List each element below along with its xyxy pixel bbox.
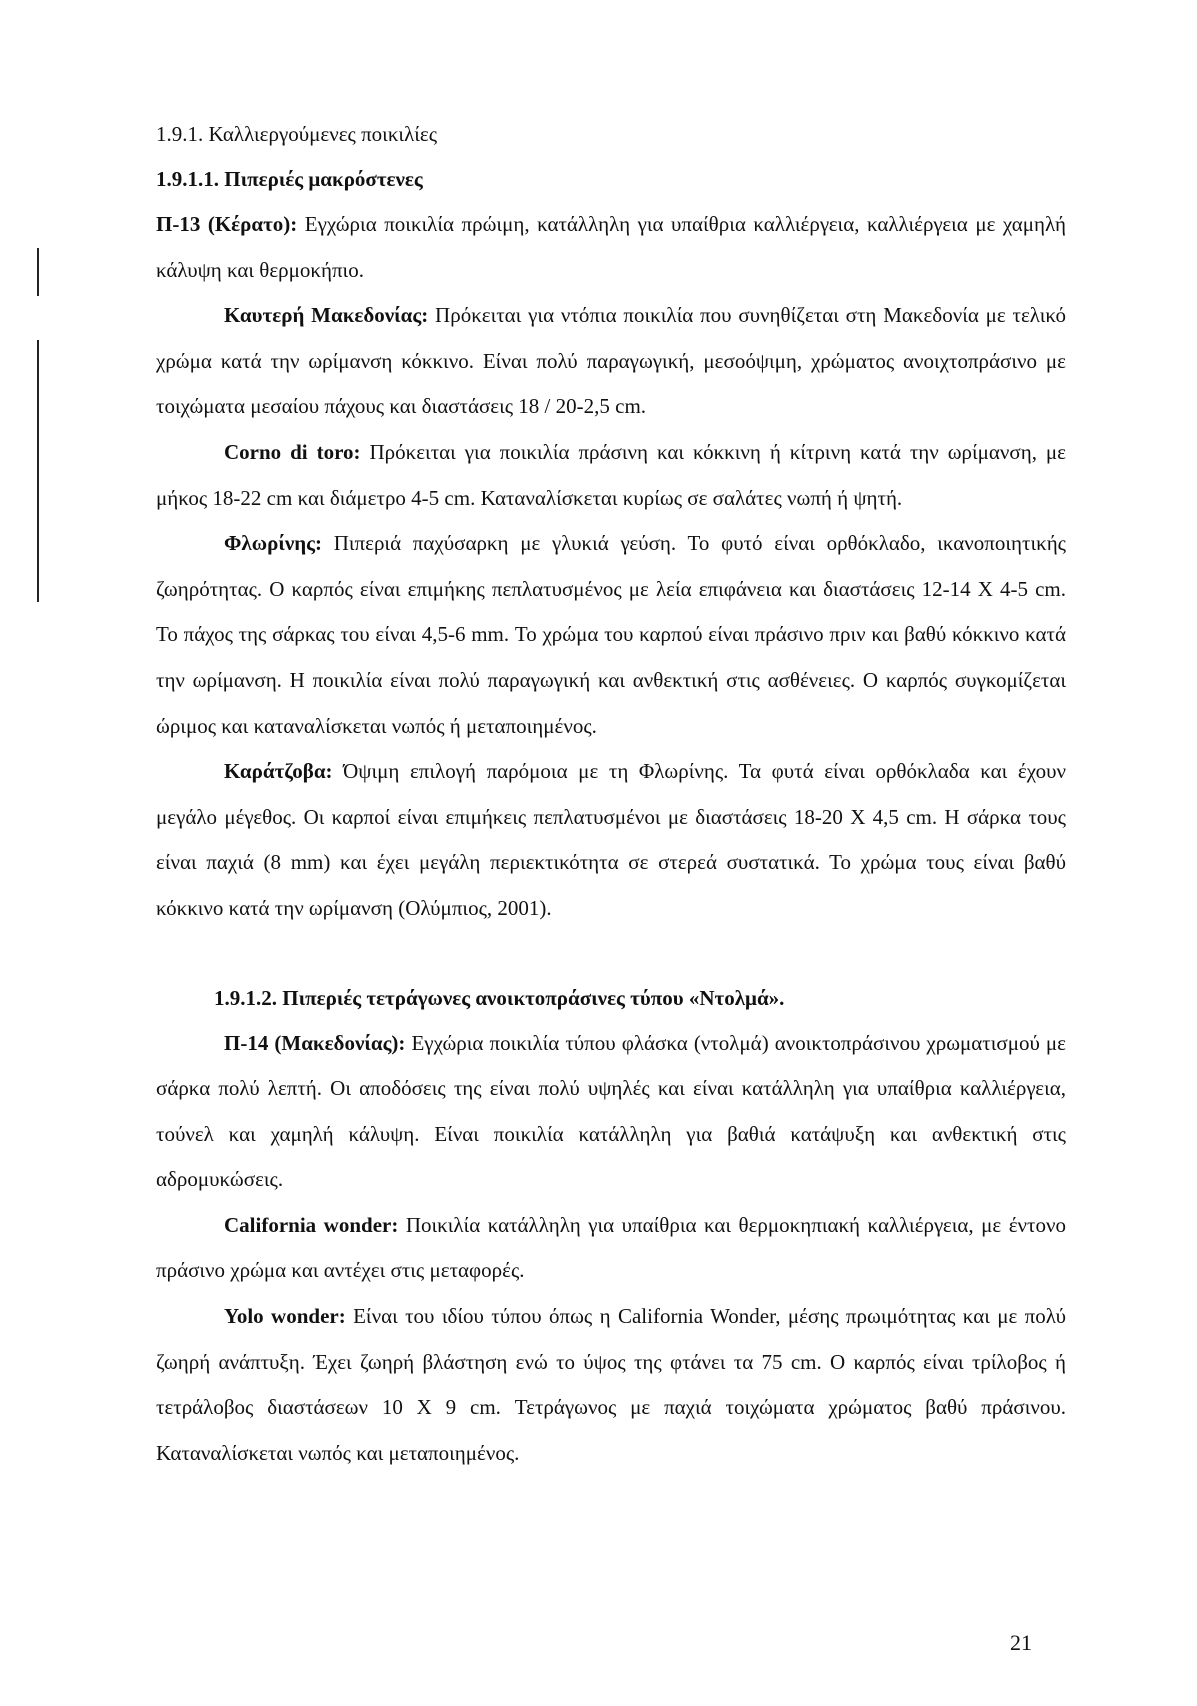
variety-name: Π-14 (Μακεδονίας): (224, 1030, 406, 1055)
margin-bar-top (37, 248, 39, 296)
subsection-heading-square-peppers: 1.9.1.2. Πιπεριές τετράγωνες ανοικτοπράσινες τύπου «Ντολμά». (214, 985, 785, 1010)
variety-california-wonder (156, 1203, 1066, 1294)
variety-description: Είναι του ιδίου τύπου όπως η California Wonder, μέσης πρωιμότητας και με πολύ ζωηρή ανάπτυξη. Έχει ζωηρή βλάστηση ενώ το ύψος της φτάνει τα 75 cm. Ο καρπός είναι τρίλοβος ή τετράλοβος διαστάσεων 10 Χ 9 cm. Τετράγωνος με παχιά τοιχώματα χρώματος βαθύ πράσινου. Καταναλίσκεται νωπός και μεταποιημένος. (156, 1304, 1066, 1465)
variety-name: Π-13 (Κέρατο): (156, 212, 298, 236)
body-text (156, 112, 1066, 1476)
variety-name: California wonder: (224, 1212, 399, 1237)
variety-p14 (156, 1021, 1066, 1203)
variety-p13 (156, 202, 1066, 293)
variety-kafteri-makedonias (156, 293, 1066, 430)
variety-description: Πιπεριά παχύσαρκη με γλυκιά γεύση. Το φυτό είναι ορθόκλαδο, ικανοποιητικής ζωηρότητας. Ο καρπός είναι επιμήκης πεπλατυσμένος με λεία επιφάνεια και διαστάσεις 12-14 Χ 4-5 cm. Το πάχος της σάρκας του είναι 4,5-6 mm. Το χρώμα του καρπού είναι πράσινο πριν και βαθύ κόκκινο κατά την ωρίμανση. Η ποικιλία είναι πολύ παραγωγική και ανθεκτική στις ασθένειες. Ο καρπός συγκομίζεται ώριμος και καταναλίσκεται νωπός ή μεταποιημένος. (156, 531, 1066, 738)
variety-yolo-wonder (156, 1294, 1066, 1476)
variety-description: Ποικιλία κατάλληλη για υπαίθρια και θερμοκηπιακή καλλιέργεια, με έντονο πράσινο χρώμα και αντέχει στις μεταφορές. (156, 1212, 1066, 1283)
variety-florinis (156, 521, 1066, 749)
page-number: 21 (1010, 1630, 1032, 1655)
variety-description: Πρόκειται για ντόπια ποικιλία που συνηθίζεται στη Μακεδονία με τελικό χρώμα κατά την ωρίμανση κόκκινο. Είναι πολύ παραγωγική, μεσοόψιμη, χρώματος ανοιχτοπράσινο με τοιχώματα μεσαίου πάχους και διαστάσεις 18 / 20-2,5 cm. (156, 303, 1066, 419)
variety-name: Corno di toro: (224, 439, 361, 464)
variety-corno-di-toro (156, 430, 1066, 521)
subsection-heading-long-peppers: 1.9.1.1. Πιπεριές μακρόστενες (156, 167, 423, 191)
margin-bar-bottom (37, 340, 39, 602)
variety-name: Καυτερή Μακεδονίας: (224, 303, 429, 328)
variety-name: Καράτζοβα: (224, 759, 333, 784)
variety-description: Εγχώρια ποικιλία τύπου φλάσκα (ντολμά) ανοικτοπράσινου χρωματισμού με σάρκα πολύ λεπτή. Οι αποδόσεις της είναι πολύ υψηλές και είναι κατάλληλη για υπαίθρια καλλιέργεια, τούνελ και χαμηλή κάλυψη. Είναι ποικιλία κατάλληλη για βαθιά κατάψυξη και ανθεκτική στις αδρομυκώσεις. (156, 1030, 1067, 1192)
variety-name: Φλωρίνης: (224, 531, 322, 556)
variety-karatzova (156, 749, 1066, 931)
section-heading: 1.9.1. Καλλιεργούμενες ποικιλίες (156, 122, 438, 146)
variety-name: Yolo wonder: (224, 1304, 346, 1329)
variety-description: Εγχώρια ποικιλία πρώιμη, κατάλληλη για υπαίθρια καλλιέργεια, καλλιέργεια με χαμηλή κάλυψη και θερμοκήπιο. (156, 212, 1066, 282)
variety-description: Όψιμη επιλογή παρόμοια με τη Φλωρίνης. Τα φυτά είναι ορθόκλαδα και έχουν μεγάλο μέγεθος. Οι καρποί είναι επιμήκεις πεπλατυσμένοι με διαστάσεις 18-20 Χ 4,5 cm. Η σάρκα τους είναι παχιά (8 mm) και έχει μεγάλη περιεκτικότητα σε στερεά συστατικά. Το χρώμα τους είναι βαθύ κόκκινο κατά την ωρίμανση (Ολύμπιος, 2001). (156, 759, 1066, 920)
variety-description: Πρόκειται για ποικιλία πράσινη και κόκκινη ή κίτρινη κατά την ωρίμανση, με μήκος 18-22 cm και διάμετρο 4-5 cm. Καταναλίσκεται κυρίως σε σαλάτες νωπή ή ψητή. (156, 439, 1067, 510)
spacer (156, 932, 1066, 976)
